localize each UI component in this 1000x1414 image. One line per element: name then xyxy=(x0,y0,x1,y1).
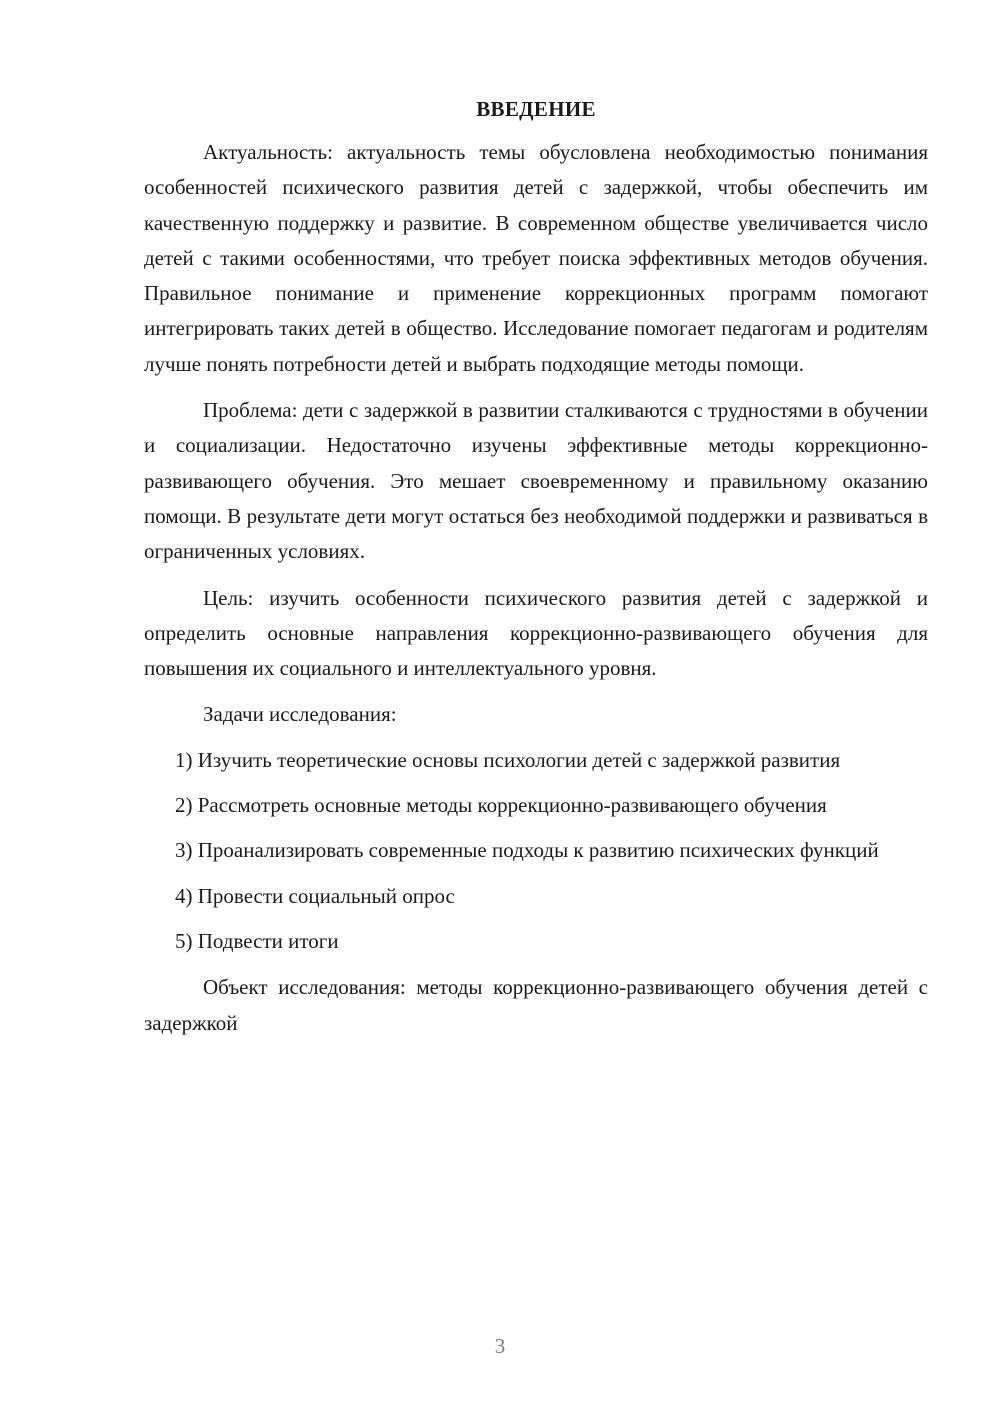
goal-paragraph: Цель: изучить особенности психического развития детей с задержкой и определить основные направления коррекционно-развивающего обучения для повышения их социального и интеллектуального уровня. xyxy=(144,585,928,681)
object-paragraph: Объект исследования: методы коррекционно-развивающего обучения детей с задержкой xyxy=(144,975,928,1035)
page-title: ВВЕДЕНИЕ xyxy=(476,97,596,121)
tasks-heading: Задачи исследования: xyxy=(203,702,397,727)
document-page xyxy=(144,92,928,1041)
problem-paragraph: Проблема: дети с задержкой в развитии сталкиваются с трудностями в обучении и социализации. Недостаточно изучены эффективные методы коррекционно-развивающего обучения. Это мешает своевременному и правильному оказанию помощи. В результате дети могут остаться без необходимой поддержки и развиваться в ограниченных условиях. xyxy=(144,398,928,564)
task-item-4: 4) Провести социальный опрос xyxy=(175,883,455,908)
task-item-1: 1) Изучить теоретические основы психологии детей с задержкой развития xyxy=(175,747,841,772)
task-item-2: 2) Рассмотреть основные методы коррекционно-развивающего обучения xyxy=(175,793,827,818)
relevance-paragraph: Актуальность: актуальность темы обусловлена необходимостью понимания особенностей психического развития детей с задержкой, чтобы обеспечить им качественную поддержку и развитие. В современном обществе увеличивается число детей с такими особенностями, что требует поиска эффективных методов обучения. Правильное понимание и применение коррекционных программ помогают интегрировать таких детей в общество. Исследование помогает педагогам и родителям лучше понять потребности детей и выбрать подходящие методы помощи. xyxy=(144,140,928,376)
page-number: 3 xyxy=(494,1334,506,1358)
task-item-3: 3) Проанализировать современные подходы к развитию психических функций xyxy=(175,838,879,863)
task-item-5: 5) Подвести итоги xyxy=(175,928,339,953)
